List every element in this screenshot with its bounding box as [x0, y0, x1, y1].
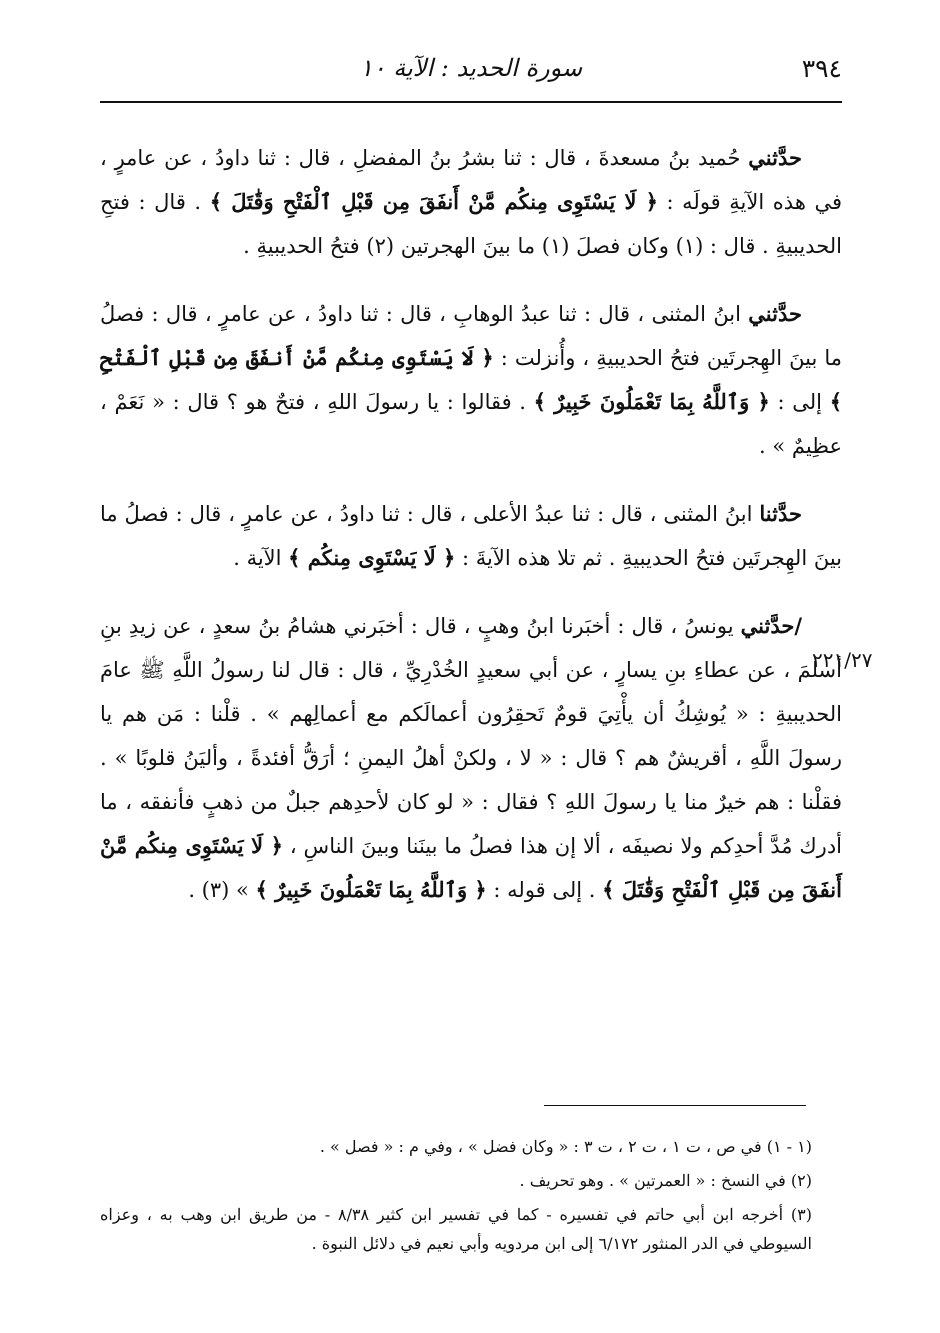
paragraph-text: . إلى قوله : [486, 878, 603, 902]
paragraph-text: . فقالوا : يا رسولَ اللهِ ، فتحٌ هو ؟ قال : « نَعَمْ ، عظِيمٌ » . [100, 390, 842, 458]
paragraph-text: الآية . [233, 546, 289, 570]
isnad-lead-word: حدَّثني [748, 301, 802, 326]
quran-quote: ﴿ وَٱللَّهُ بِمَا تَعْمَلُونَ خَبِيرٌ ﴾ [533, 389, 770, 414]
footnotes [100, 1132, 812, 1263]
footnote: (١ - ١) في ص ، ت ١ ، ت ٢ ، ت ٣ : « وكان فضل » ، وفي م : « فصل » . [319, 1137, 812, 1156]
paragraph-text: ابنُ المثنى ، قال : ثنا عبدُ الوهابِ ، قال : ثنا داودُ ، عن عامرٍ ، قال : فصلُ ما بينَ الهِجرتَين فتحُ الحديبيةِ ، وأُنزلت : [100, 302, 842, 370]
quran-quote: ﴿ لَا يَسْتَوِى مِنكُم ﴾ [288, 545, 456, 570]
paragraph-text: » (٣) . [188, 878, 256, 902]
quran-quote: ﴿ وَٱللَّهُ بِمَا تَعْمَلُونَ خَبِيرٌ ﴾ [255, 877, 487, 902]
paragraph [100, 492, 842, 580]
quran-quote: ﴿ لَا يَسْتَوِى مِنكُم مَّنْ أَنفَقَ مِن قَبْلِ ٱلْفَتْحِ ﴾ [100, 345, 843, 414]
main-text [100, 136, 842, 936]
isnad-lead-word: /حدَّثني [740, 613, 802, 638]
footnote: (٣) أخرجه ابن أبي حاتم في تفسيره - كما في تفسير ابن كثير ٨/٣٨ - من طريق ابن وهب به ، وعزاه السيوطي في الدر المنثور ٦/١٧٢ إلى ابن مردويه وأبي نعيم في دلائل النبوة . [100, 1205, 813, 1253]
isnad-lead-word: حدَّثني [748, 145, 802, 170]
paragraph-text: يونسُ ، قال : أخبَرنا ابنُ وهبٍ ، قال : أخبَرني هشامُ بنُ سعدٍ ، عن زيدِ بنِ أسلمَ ، عن عطاءِ بنِ يسارٍ ، عن أبي سعيدٍ الخُدْرِيِّ ، قال : قال لنا رسولُ اللَّهِ ﷺ عامَ الحديبيةِ : « يُوشِكُ أن يأْتِيَ قومٌ تَحقِرُون أعمالَكم مع أعمالِهم » . قلْنا : مَن هم يا رسولَ اللَّهِ ، أقريشٌ هم ؟ قال : « لا ، ولكنْ أهلُ اليمنِ ؛ أرَقُّ أفئدةً ، وأليَنُ قلوبًا » . فقلْنا : هم خيرٌ منا يا رسولَ اللهِ ؟ فقال : « لو كان لأحدِهم جبلٌ من ذهبٍ فأنفقه ، ما أدرك مُدَّ أحدِكم ولا نصيفَه ، ألا إن هذا فصلُ ما بينَنا وبينَ الناسِ ، [100, 614, 843, 858]
isnad-lead-word: حدَّثنا [759, 501, 802, 526]
paragraph [100, 604, 842, 912]
footnote-rule [544, 1105, 806, 1106]
paragraph-text: . قال : فتحِ الحديبيةِ . قال : (١) وكان فصلَ (١) ما بينَ الهجرتين (٢) فتحُ الحديبيةِ . [100, 190, 842, 258]
quran-quote: ﴿ لَا يَسْتَوِى مِنكُم مَّنْ أَنفَقَ مِن قَبْلِ ٱلْفَتْحِ وَقَٰتَلَ ﴾ [209, 189, 658, 214]
margin-reference: ٢٢١/٢٧ [812, 648, 873, 672]
quran-quote: ﴿ لَا يَسْتَوِى مِنكُم مَّنْ أَنفَقَ مِن قَبْلِ ٱلْفَتْحِ وَقَٰتَلَ ﴾ [100, 833, 842, 902]
paragraph [100, 136, 842, 268]
header-rule [100, 101, 842, 103]
paragraph-text: إلى : [769, 390, 830, 414]
footnote: (٢) في النسخ : « العمرتين » . وهو تحريف . [519, 1171, 812, 1190]
paragraph [100, 292, 842, 468]
paragraph-text: حُميد بنُ مسعدةَ ، قال : ثنا بشرُ بنُ المفضلِ ، قال : ثنا داودُ ، عن عامرٍ ، في هذه الآيةِ قولَه : [100, 146, 843, 214]
paragraph-text: ابنُ المثنى ، قال : ثنا عبدُ الأعلى ، قال : ثنا داودُ ، عن عامرٍ ، قال : فصلُ ما بينَ الهِجرتَين فتحُ الحديبيةِ . ثم تلا هذه الآيةَ : [100, 502, 842, 570]
page-number: ٣٩٤ [801, 54, 842, 83]
running-title: سورة الحديد : الآية ١٠ [359, 54, 583, 82]
page-header [100, 50, 842, 90]
